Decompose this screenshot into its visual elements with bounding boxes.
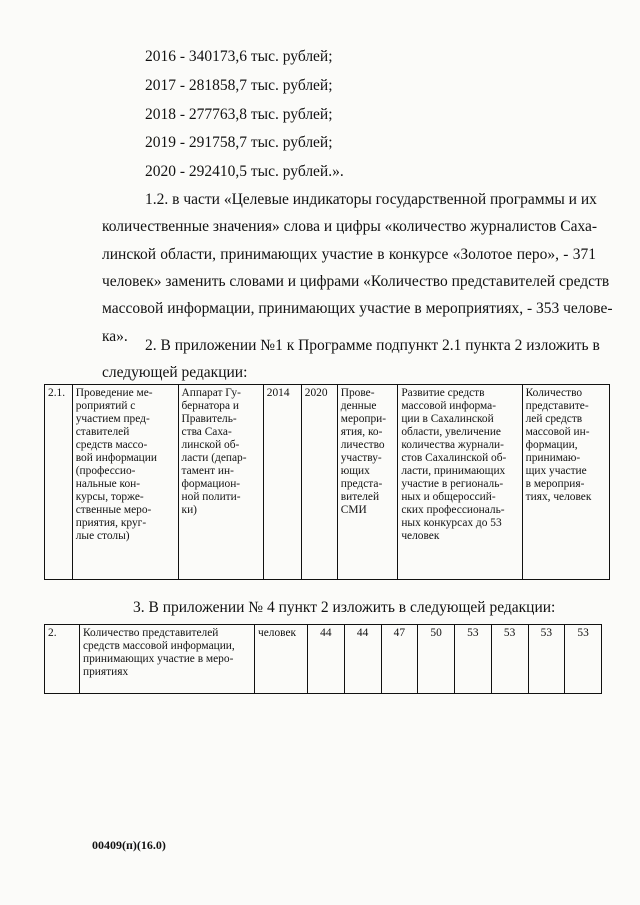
para-2-line: 2. В приложении №1 к Программе подпункт 2.1 пункта 2 изложить в: [145, 337, 600, 354]
cell-text-line: Прове-: [340, 387, 375, 399]
cell-text-line: приятиях: [83, 666, 129, 678]
cell-text-line: щих участие: [525, 465, 587, 477]
para-1-2-line: 1.2. в части «Целевые индикаторы государственной программы и их: [145, 191, 597, 208]
cell-value: 53: [491, 625, 528, 694]
cell-text-line: участием пред-: [75, 413, 150, 425]
cell-text-line: личество: [340, 439, 385, 451]
cell-text-line: вой информации: [75, 452, 157, 464]
para-1-2-line: массовой информации, принимающих участие в мероприятиях, - 353 челове-: [102, 300, 613, 317]
cell-activity: [72, 385, 178, 580]
para-3: 3. В приложении № 4 пункт 2 изложить в следующей редакции:: [133, 599, 556, 616]
cell-text-line: вителей: [340, 491, 380, 503]
cell-text-line: курсы, торже-: [75, 491, 144, 503]
cell-text-line: меропри-: [340, 413, 387, 425]
cell-unit: человек: [255, 625, 308, 694]
table-row: [45, 625, 602, 694]
cell-text-line: формации,: [525, 439, 578, 451]
cell-text-line: ющих: [340, 465, 370, 477]
table-subitem-2-1: [44, 384, 610, 580]
cell-text-line: ласти (депар-: [181, 452, 247, 464]
cell-text-line: СМИ: [340, 504, 367, 516]
cell-indicator: [522, 385, 609, 580]
cell-text-line: тиях, человек: [525, 491, 592, 503]
budget-line-2020: 2020 - 292410,5 тыс. рублей.».: [145, 163, 344, 180]
cell-text-line: приятия, круг-: [75, 517, 147, 529]
cell-text-line: ных и общероссий-: [401, 491, 496, 503]
budget-line-2016: 2016 - 340173,6 тыс. рублей;: [145, 48, 333, 65]
cell-value: 47: [381, 625, 418, 694]
cell-text-line: ства Саха-: [181, 426, 232, 438]
cell-text-line: нальные кон-: [75, 478, 141, 490]
cell-text-line: Количество представителей: [83, 627, 219, 639]
cell-text-line: ласти, принимающих: [401, 465, 506, 477]
budget-line-2019: 2019 - 291758,7 тыс. рублей;: [145, 134, 333, 151]
document-code: 00409(п)(16.0): [92, 838, 166, 852]
table-appendix-4-item-2: [44, 624, 602, 694]
cell-text-line: ной полити-: [181, 491, 241, 503]
cell-number: 2.: [45, 625, 80, 694]
cell-text-line: ных конкурсах до 53: [401, 517, 502, 529]
cell-value: 44: [344, 625, 381, 694]
cell-text-line: средств массо-: [75, 439, 148, 451]
budget-line-2017: 2017 - 281858,7 тыс. рублей;: [145, 77, 333, 94]
cell-end-year: 2020: [301, 385, 337, 580]
cell-text-line: (профессио-: [75, 465, 136, 477]
cell-indicator-name: [80, 625, 255, 694]
cell-text-line: средств массовой информации,: [83, 640, 235, 652]
cell-number: 2.1.: [45, 385, 73, 580]
cell-text-line: Проведение ме-: [75, 387, 153, 399]
para-1-2-line: ка».: [102, 328, 128, 345]
cell-value: 53: [528, 625, 565, 694]
para-1-2-line: количественные значения» слова и цифры «количество журналистов Саха-: [102, 218, 598, 235]
para-2-line: следующей редакции:: [102, 364, 248, 381]
cell-events: [337, 385, 398, 580]
cell-start-year: 2014: [263, 385, 301, 580]
cell-text-line: массовой информа-: [401, 400, 497, 412]
cell-text-line: Правитель-: [181, 413, 237, 425]
cell-text-line: ятия, ко-: [340, 426, 383, 438]
cell-text-line: линской об-: [181, 439, 240, 451]
cell-text-line: принимаю-: [525, 452, 581, 464]
cell-text-line: денные: [340, 400, 377, 412]
cell-text-line: роприятий с: [75, 400, 136, 412]
cell-text-line: лые столы): [75, 530, 130, 542]
cell-text-line: участие в региональ-: [401, 478, 504, 490]
para-1-2-line: линской области, принимающих участие в конкурсе «Золотое перо», - 371: [102, 246, 596, 263]
cell-text-line: бернатора и: [181, 400, 240, 412]
cell-executor: [178, 385, 263, 580]
cell-text-line: тамент ин-: [181, 465, 234, 477]
cell-text-line: ции в Сахалинской: [401, 413, 494, 425]
cell-text-line: человек: [401, 530, 440, 542]
cell-text-line: участву-: [340, 452, 382, 464]
cell-text-line: принимающих участие в меро-: [83, 653, 234, 665]
cell-value: 44: [308, 625, 345, 694]
cell-text-line: стов Сахалинской об-: [401, 452, 507, 464]
cell-result: [398, 385, 522, 580]
cell-value: 50: [418, 625, 455, 694]
para-1-2-line: человек» заменить словами и цифрами «Количество представителей средств: [102, 273, 610, 290]
cell-text-line: ставителей: [75, 426, 130, 438]
cell-text-line: ских профессиональ-: [401, 504, 505, 516]
cell-text-line: предста-: [340, 478, 383, 490]
cell-text-line: количества журнали-: [401, 439, 504, 451]
cell-text-line: лей средств: [525, 413, 583, 425]
cell-text-line: формацион-: [181, 478, 241, 490]
cell-text-line: Количество: [525, 387, 583, 399]
cell-text-line: массовой ин-: [525, 426, 590, 438]
cell-text-line: области, увеличение: [401, 426, 501, 438]
cell-value: 53: [455, 625, 492, 694]
cell-text-line: представите-: [525, 400, 589, 412]
budget-line-2018: 2018 - 277763,8 тыс. рублей;: [145, 106, 333, 123]
cell-text-line: ственные меро-: [75, 504, 152, 516]
cell-value: 53: [565, 625, 602, 694]
cell-text-line: в мероприя-: [525, 478, 585, 490]
cell-text-line: Развитие средств: [401, 387, 485, 399]
cell-text-line: ки): [181, 504, 197, 516]
cell-text-line: Аппарат Гу-: [181, 387, 241, 399]
table-row: [45, 385, 610, 580]
